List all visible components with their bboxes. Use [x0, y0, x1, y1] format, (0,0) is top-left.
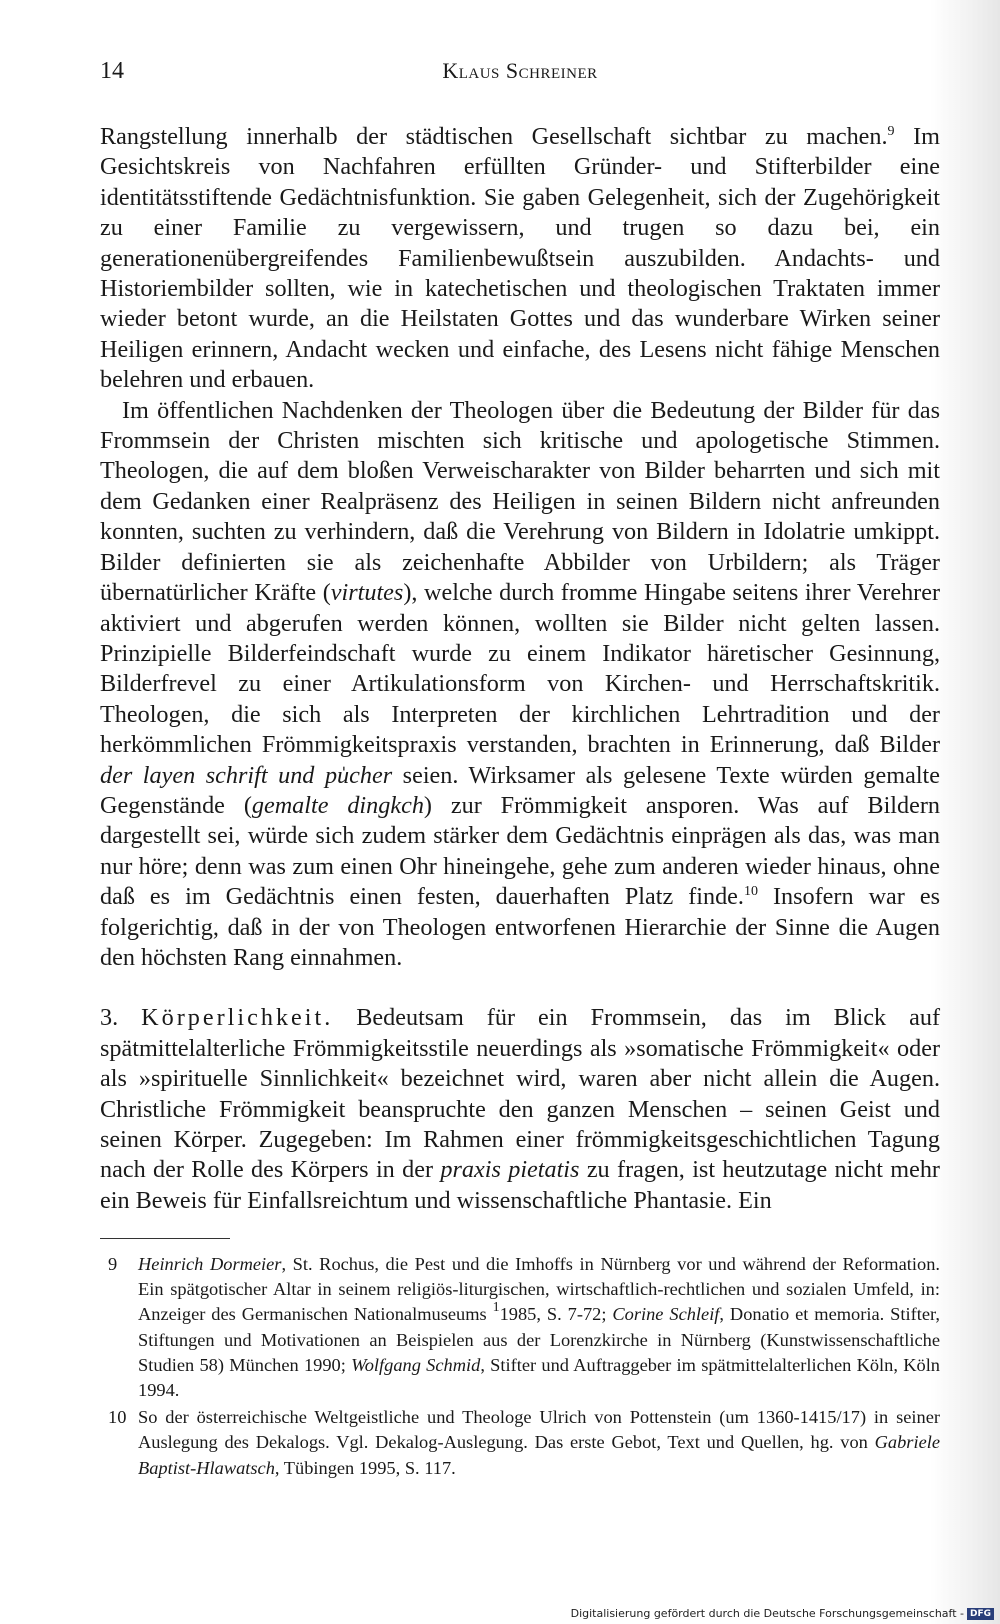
digitization-credit [571, 1607, 994, 1620]
dfg-logo-icon: DFG [967, 1608, 994, 1620]
credit-text: Digitalisierung gefördert durch die Deutsche Forschungsgemeinschaft - [570, 1607, 964, 1620]
footnote-divider [100, 1238, 230, 1239]
section-heading: Körperlichkeit. [141, 1004, 334, 1032]
body-text [100, 122, 940, 1216]
footnotes [100, 1252, 940, 1483]
footnote-9: 9 Heinrich Dormeier, St. Rochus, die Pest und die Imhoffs in Nürnberg vor und während der Reformation. Ein spätgotischer Altar in seinem religiös-liturgischen, wirtschaftlich-rechtlichen und sozialen Umfeld, in: Anzeiger des Germanischen Nationalmuseums $^1$1985, S. 7-72; Corine Schleif, Donatio et memoria. Stifter, Stiftungen und Motivationen an Beispielen aus der Lorenzkirche in Nürnberg (Kunstwissenschaftliche Studien 58) München 1990; Wolfgang Schmid, Stifter und Auftraggeber im spätmittelalterlichen Köln, Köln 1994. [108, 1254, 941, 1401]
paragraph-1: Rangstellung innerhalb der städtischen Gesellschaft sichtbar zu machen.$^9$ Im Gesichtskreis von Nachfahren erfüllten Gründer- und Stifterbilder eine identitätsstiftende Gedächtnisfunktion. Sie gaben Gelegenheit, sich der Zugehörigkeit zu einer Familie zu vergewissern, und trugen so dazu bei, ein generationenübergreifendes Familienbewußtsein auszubilden. Andachts- und Historiembilder sollten, wie in katechetischen und theologischen Traktaten immer wieder betont wurde, an die Heilstaten Gottes und das wunderbare Wirken seiner Heiligen erinnern, Andacht wecken und einfache, des Lesens nicht fähige Menschen belehren und erbauen. [100, 123, 940, 394]
page-number: 14 [100, 58, 124, 84]
running-head: Klaus Schreiner [442, 58, 598, 83]
paragraph-2: Im öffentlichen Nachdenken der Theologen über die Bedeutung der Bilder für das Frommsein der Christen mischten sich kritische und apologetische Stimmen. Theologen, die auf dem bloßen Verweischarakter von Bilder beharrten und sich mit dem Gedanken einer Realpräsenz des Heiligen in seinen Bildern nicht anfreunden konnten, suchten zu verhindern, daß die Verehrung von Bildern in Idolatrie umkippt. Bilder definierten sie als zeichenhafte Abbilder von Urbildern; als Träger übernatürlicher Kräfte (virtutes), welche durch fromme Hingabe seitens ihrer Verehrer aktiviert und abgerufen werden können, wollten sie Bilder nicht gelten lassen. Prinzipielle Bilderfeindschaft wurde zu einem Indikator häretischer Gesinnung, Bilderfrevel zu einer Artikulationsform von Kirchen- und Herrschaftskritik. Theologen, die sich als Interpreten der kirchlichen Lehrtradition und der herkömmlichen Frömmigkeitspraxis verstanden, brachten in Erinnerung, daß Bilder der layen schrift und pu̍cher seien. Wirksamer als gelesene Texte würden gemalte Gegenstände (gemalte dingkch) zur Frömmigkeit ansporen. Was auf Bildern dargestellt sei, würde sich zudem stärker dem Gedächtnis einprägen als das, was man nur höre; denn was zum einen Ohr hineingehe, gehe zum anderen wieder hinaus, ohne daß es im Gedächtnis einen festen, dauerhaften Platz finde.$^{10}$ Insofern war es folgerichtig, daß in der von Theologen entworfenen Hierarchie der Sinne die Augen den höchsten Rang einnahmen. [100, 396, 941, 971]
footnote-ref-10[interactable]: 10 [743, 884, 758, 900]
footnote-number: 9 [108, 1254, 118, 1274]
footnote-ref-9[interactable]: 9 [887, 124, 895, 139]
section-3-paragraph: 3. Körperlichkeit. Bedeutsam für ein Frommsein, das im Blick auf spätmittelalterliche Frömmigkeitsstile neuerdings als »somatische Frömmigkeit« oder als »spirituelle Sinnlichkeit« bezeichnet wird, waren aber nicht allein die Augen. Christliche Frömmigkeit beanspruchte den ganzen Menschen – seinen Geist und seinen Körper. Zugegeben: Im Rahmen einer frömmigkeitsgeschichtlichen Tagung nach der Rolle des Körpers in der praxis pietatis zu fragen, ist heutzutage nicht mehr ein Beweis für Einfallsreichtum und wissenschaftliche Phantasie. Ein [100, 1004, 940, 1214]
page-header [100, 58, 940, 88]
footnote-10: 10 So der österreichische Weltgeistliche und Theologe Ulrich von Pottenstein (um 1360-1415/17) in seiner Auslegung des Dekalogs. Vgl. Dekalog-Auslegung. Das erste Gebot, Text und Quellen, hg. von Gabriele Baptist-Hlawatsch, Tübingen 1995, S. 117. [108, 1407, 940, 1478]
footnote-number: 10 [108, 1407, 127, 1428]
section-number: 3. [100, 1004, 119, 1032]
